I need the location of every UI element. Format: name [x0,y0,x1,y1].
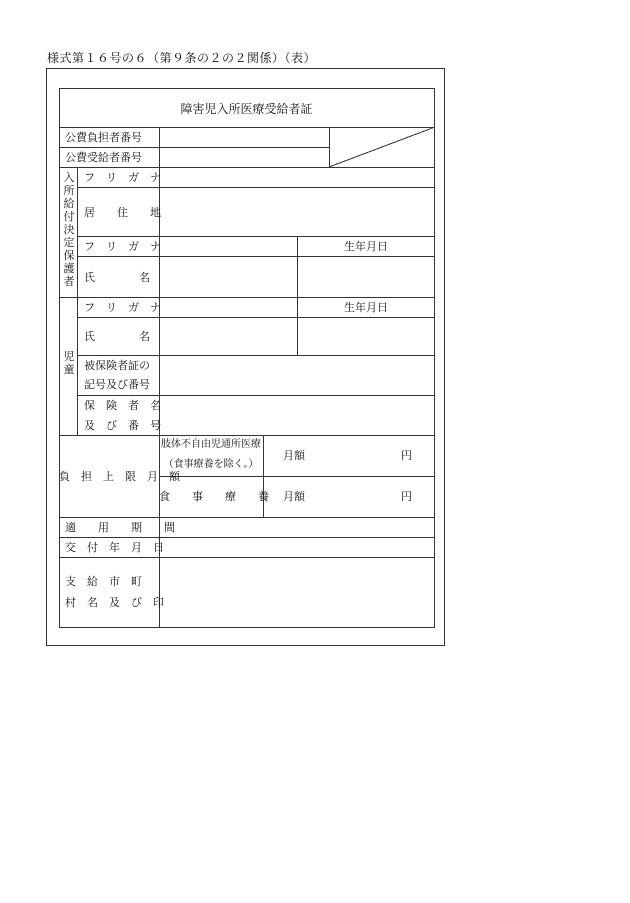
meal-label: 食 事 療 養 [159,490,269,503]
medical-label-1: 肢体不自由児通所医療 [161,439,261,450]
medical-yen-label: 円 [401,449,412,462]
guardian-furigana2-label: フ リ ガ ナ [84,240,161,253]
guardian-furigana-label: フ リ ガ ナ [84,171,161,184]
guardian-name-label: 氏 名 [84,271,150,284]
meal-monthly-label: 月額 [283,490,305,503]
guardian-group-label: 入所給付決定保護者 [63,171,75,288]
public-recipient-label: 公費受給者番号 [65,151,142,164]
period-label: 適 用 期 間 [65,521,175,534]
insured-cert-label-2: 記号及び番号 [84,378,150,391]
insurer-label-2: 及 び 番 号 [84,419,161,432]
medical-monthly-label: 月額 [283,449,305,462]
guardian-birth-date-label: 生年月日 [344,240,388,253]
child-furigana-label: フ リ ガ ナ [84,301,161,314]
insured-cert-label-1: 被保険者証の [84,359,150,372]
public-payer-label: 公費負担者番号 [65,131,142,144]
municipality-label-1: 支 給 市 町 [65,575,142,588]
insurer-label-1: 保 険 者 名 [84,399,161,412]
child-group-label: 児童 [63,350,75,376]
medical-label-2: （食事療養を除く。） [163,459,259,470]
meal-yen-label: 円 [401,490,412,503]
form-number: 様式第１６号の６（第９条の２の２関係）（表） [47,51,317,65]
issue-date-label: 交 付 年 月 日 [65,541,164,554]
municipality-label-2: 村 名 及 び 印 [65,596,164,609]
burden-limit-label: 負 担 上 限 月 額 [59,470,180,483]
certificate-title: 障害児入所医療受給者証 [180,102,313,116]
certificate-card [46,68,445,646]
guardian-address-label: 居 住 地 [84,206,161,219]
child-name-label: 氏 名 [84,330,150,343]
child-birth-date-label: 生年月日 [344,301,388,314]
